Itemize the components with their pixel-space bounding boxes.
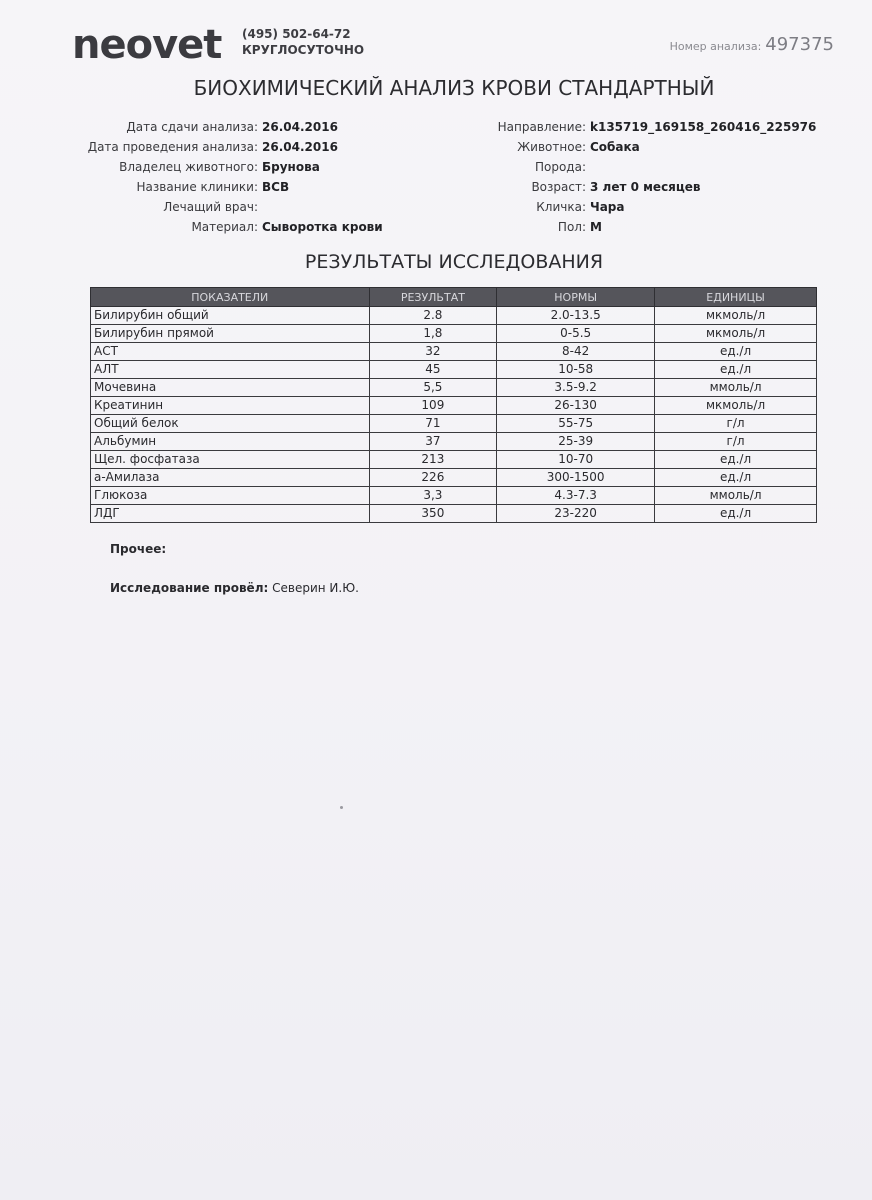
info-value: 26.04.2016 [262,140,338,154]
info-row [60,117,383,137]
indicator-cell: Креатинин [91,397,370,415]
table-row [91,433,817,451]
hours-label: КРУГЛОСУТОЧНО [242,43,365,57]
header-result: РЕЗУЛЬТАТ [369,288,497,307]
info-value: k135719_169158_260416_225976 [590,120,817,134]
table-row [91,307,817,325]
indicator-cell: a-Амилаза [91,469,370,487]
norm-cell: 23-220 [497,505,655,523]
header-units: ЕДИНИЦЫ [655,288,817,307]
phone-number: (495) 502-64-72 [242,27,351,41]
unit-cell: ед./л [655,505,817,523]
patient-info-left [60,117,383,237]
info-row [60,157,383,177]
info-value: Сыворотка крови [262,220,383,234]
indicator-cell: Глюкоза [91,487,370,505]
result-cell: 226 [369,469,497,487]
info-row [446,177,816,197]
performer-line [110,581,359,595]
performer-name: Северин И.Ю. [272,581,359,595]
norm-cell: 10-70 [497,451,655,469]
info-label: Возраст: [531,180,586,194]
table-row [91,361,817,379]
result-cell: 1,8 [369,325,497,343]
unit-cell: ед./л [655,361,817,379]
unit-cell: ммоль/л [655,487,817,505]
info-value: М [590,220,602,234]
unit-cell: ед./л [655,451,817,469]
unit-cell: ед./л [655,343,817,361]
info-value: Собака [590,140,640,154]
info-row [60,137,383,157]
norm-cell: 8-42 [497,343,655,361]
table-row [91,325,817,343]
indicator-cell: ЛДГ [91,505,370,523]
result-cell: 45 [369,361,497,379]
norm-cell: 10-58 [497,361,655,379]
indicator-cell: Общий белок [91,415,370,433]
info-row [446,137,816,157]
norm-cell: 4.3-7.3 [497,487,655,505]
indicator-cell: АЛТ [91,361,370,379]
info-label: Владелец животного: [119,160,258,174]
result-cell: 5,5 [369,379,497,397]
header-indicator: ПОКАЗАТЕЛИ [91,288,370,307]
results-table [90,287,817,523]
result-cell: 213 [369,451,497,469]
analysis-number: 497375 [765,34,834,55]
info-row [60,217,383,237]
info-value: ВСВ [262,180,290,194]
info-label: Дата проведения анализа: [87,140,258,154]
norm-cell: 300-1500 [497,469,655,487]
table-row [91,469,817,487]
norm-cell: 0-5.5 [497,325,655,343]
neovet-logo: neovet [72,22,222,68]
indicator-cell: АСТ [91,343,370,361]
info-label: Направление: [497,120,586,134]
paper-speck [340,806,343,809]
norm-cell: 25-39 [497,433,655,451]
contact-block [242,26,364,58]
table-row [91,451,817,469]
result-cell: 2.8 [369,307,497,325]
indicator-cell: Билирубин общий [91,307,370,325]
performer-label: Исследование провёл: [110,581,269,595]
table-row [91,397,817,415]
info-row [446,217,816,237]
norm-cell: 55-75 [497,415,655,433]
result-cell: 109 [369,397,497,415]
table-row [91,343,817,361]
unit-cell: мкмоль/л [655,397,817,415]
analysis-number-label: Номер анализа: [669,40,762,53]
info-row [60,197,383,217]
info-label: Пол: [557,220,586,234]
indicator-cell: Альбумин [91,433,370,451]
table-row [91,415,817,433]
analysis-number-block [670,34,834,55]
info-label: Лечащий врач: [163,200,258,214]
norm-cell: 26-130 [497,397,655,415]
norm-cell: 3.5-9.2 [497,379,655,397]
indicator-cell: Билирубин прямой [91,325,370,343]
unit-cell: ммоль/л [655,379,817,397]
info-value: Чара [590,200,625,214]
info-value: Брунова [262,160,320,174]
info-row [446,197,816,217]
info-row [446,117,816,137]
patient-info-right [446,117,816,237]
indicator-cell: Щел. фосфатаза [91,451,370,469]
info-value: 26.04.2016 [262,120,338,134]
info-row [446,157,816,177]
result-cell: 71 [369,415,497,433]
info-label: Кличка: [536,200,586,214]
info-label: Название клиники: [136,180,258,194]
indicator-cell: Мочевина [91,379,370,397]
result-cell: 350 [369,505,497,523]
unit-cell: ед./л [655,469,817,487]
unit-cell: мкмоль/л [655,325,817,343]
unit-cell: мкмоль/л [655,307,817,325]
results-title: РЕЗУЛЬТАТЫ ИССЛЕДОВАНИЯ [304,251,604,273]
info-row [60,177,383,197]
result-cell: 37 [369,433,497,451]
unit-cell: г/л [655,433,817,451]
other-label: Прочее: [110,542,167,556]
header-norms: НОРМЫ [497,288,655,307]
result-cell: 3,3 [369,487,497,505]
table-row [91,505,817,523]
info-label: Животное: [517,140,586,154]
info-label: Порода: [534,160,586,174]
norm-cell: 2.0-13.5 [497,307,655,325]
table-row [91,379,817,397]
table-row [91,487,817,505]
unit-cell: г/л [655,415,817,433]
info-label: Дата сдачи анализа: [126,120,258,134]
info-value: 3 лет 0 месяцев [590,180,701,194]
info-label: Материал: [191,220,258,234]
result-cell: 32 [369,343,497,361]
document-title: БИОХИМИЧЕСКИЙ АНАЛИЗ КРОВИ СТАНДАРТНЫЙ [193,76,715,100]
table-header-row [91,288,817,307]
